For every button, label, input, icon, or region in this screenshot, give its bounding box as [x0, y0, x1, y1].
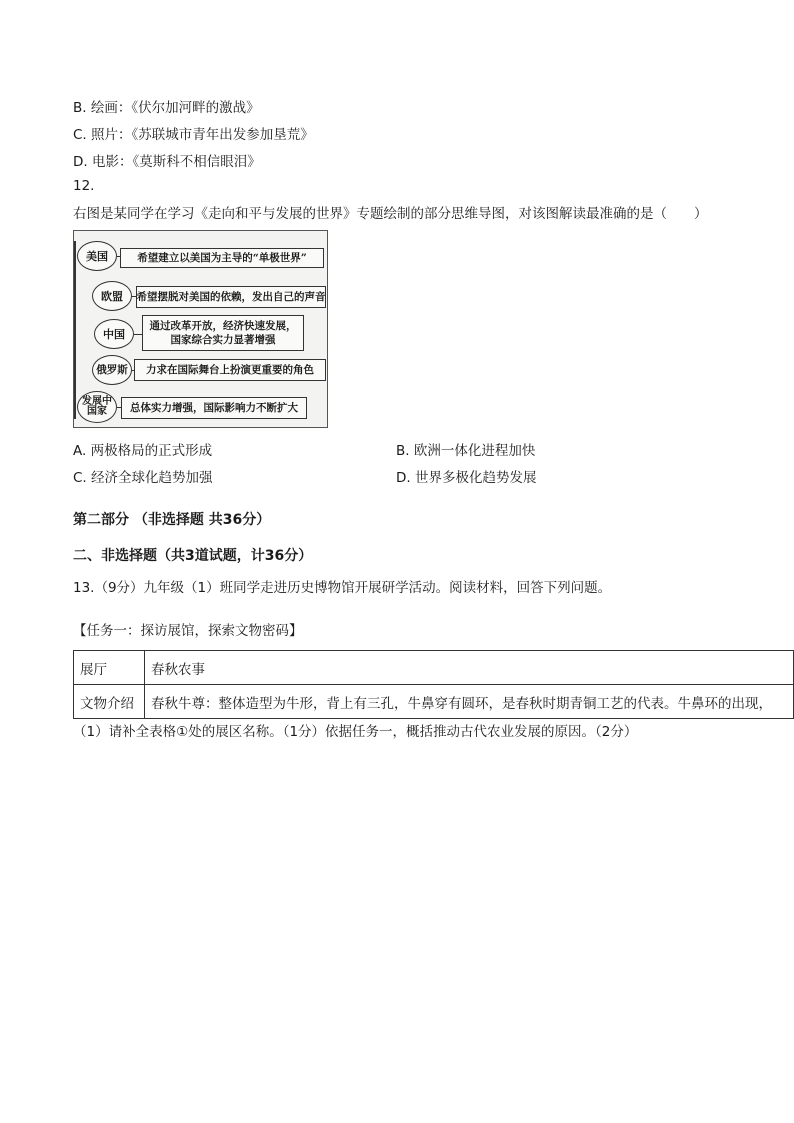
option-a: A. 两极格局的正式形成 [73, 443, 213, 459]
mind-map-node-developing-line2: 国家 [87, 406, 107, 417]
table-cell-intro-label: 文物介绍 [74, 685, 145, 719]
option-b: B. 欧洲一体化进程加快 [396, 443, 536, 459]
mind-map-text-china-line1: 通过改革开放，经济快速发展， [149, 320, 297, 332]
table-cell-intro-value: 春秋牛尊：整体造型为牛形，背上有三孔，牛鼻穿有圆环，是春秋时期青铜工艺的代表。牛鼻环的出现， [145, 685, 794, 719]
mind-map-text-developing: 总体实力增强，国际影响力不断扩大 [121, 397, 307, 419]
option-d: D. 世界多极化趋势发展 [396, 470, 537, 486]
artifact-table [73, 650, 794, 719]
mind-map-figure [73, 230, 328, 428]
task-1-heading: 【任务一：探访展馆，探索文物密码】 [73, 623, 303, 639]
mind-map-text-russia: 力求在国际舞台上扮演更重要的角色 [134, 359, 326, 381]
mind-map-text-china-line2: 国家综合实力显著增强 [170, 334, 276, 346]
mind-map-node-developing-line1: 发展中 [82, 396, 112, 407]
mind-map-text-china [142, 315, 304, 351]
mind-map-node-china: 中国 [94, 319, 134, 349]
option-c-prev: C. 照片：《苏联城市青年出发参加垦荒》 [73, 127, 314, 143]
sub-question-1: （1）请补全表格①处的展区名称。（1分）依据任务一，概括推动古代农业发展的原因。（2分） [73, 724, 638, 740]
table-cell-hall-label: 展厅 [74, 651, 145, 685]
table-row [74, 685, 794, 719]
question-12-number: 12. [73, 178, 95, 194]
table-row [74, 651, 794, 685]
option-b-prev: B. 绘画：《伏尔加河畔的激战》 [73, 100, 260, 116]
mind-map-text-eu: 希望摆脱对美国的依赖，发出自己的声音 [136, 286, 326, 308]
question-12-stem: 右图是某同学在学习《走向和平与发展的世界》专题绘制的部分思维导图，对该图解读最准确的是（ ） [73, 206, 708, 222]
connector [134, 334, 142, 335]
part-2-heading: 第二部分 （非选择题 共36分） [73, 512, 271, 528]
section-heading: 二、非选择题（共3道试题，计36分） [73, 548, 313, 564]
mind-map-node-russia: 俄罗斯 [92, 355, 132, 385]
mind-map-node-usa: 美国 [77, 241, 117, 271]
question-13-stem: 13.（9分）九年级（1）班同学走进历史博物馆开展研学活动。阅读材料，回答下列问题。 [73, 580, 612, 596]
option-c: C. 经济全球化趋势加强 [73, 470, 213, 486]
mind-map-node-eu: 欧盟 [92, 281, 132, 311]
mind-map-node-developing [77, 391, 117, 423]
mind-map-bracket [74, 241, 82, 419]
table-cell-hall-value: 春秋农事 [145, 651, 794, 685]
mind-map-text-usa: 希望建立以美国为主导的“单极世界” [120, 248, 324, 268]
option-d-prev: D. 电影：《莫斯科不相信眼泪》 [73, 154, 261, 170]
